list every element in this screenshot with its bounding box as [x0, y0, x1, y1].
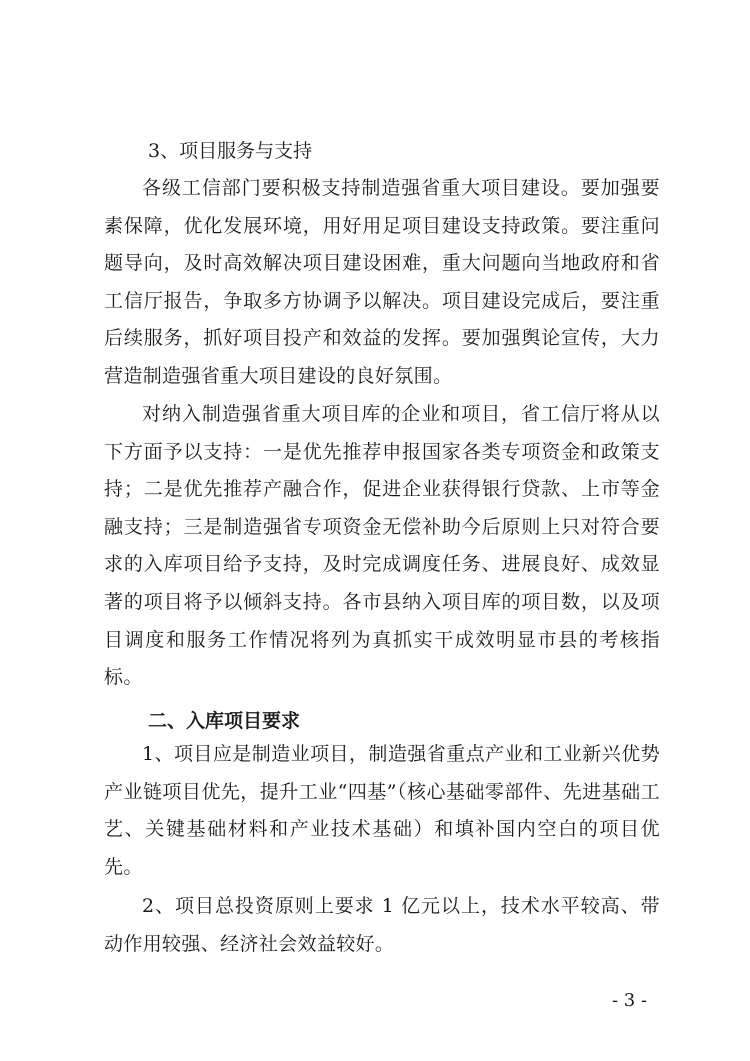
section-heading-requirements: 二、入库项目要求: [148, 710, 301, 732]
paragraph-requirement-2: 2、项目总投资原则上要求 1 亿元以上，技术水平较高、带动作用较强、经济社会效益较好。: [104, 895, 660, 955]
section-heading-project-service: 3、项目服务与支持: [148, 140, 313, 162]
page-number: - 3 -: [612, 990, 648, 1011]
paragraph-library-support: 对纳入制造强省重大项目库的企业和项目，省工信厅将从以下方面予以支持：一是优先推荐申报国家各类专项资金和政策支持；二是优先推荐产融合作，促进企业获得银行贷款、上市等金融支持；三是制造强省专项资金无偿补助今后原则上只对符合要求的入库项目给予支持，及时完成调度任务、进展良好、成效显著的项目将予以倾斜支持。各市县纳入项目库的项目数，以及项目调度和服务工作情况将列为真抓实干成效明显市县的考核指标。: [104, 403, 660, 689]
paragraph-requirement-1: 1、项目应是制造业项目，制造强省重点产业和工业新兴优势产业链项目优先，提升工业“四基”（核心基础零部件、先进基础工艺、关键基础材料和产业技术基础）和填补国内空白的项目优先。: [104, 743, 660, 878]
paragraph-department-support: 各级工信部门要积极支持制造强省重大项目建设。要加强要素保障，优化发展环境，用好用足项目建设支持政策。要注重问题导向，及时高效解决项目建设困难，重大问题向当地政府和省工信厅报告，争取多方协调予以解决。项目建设完成后，要注重后续服务，抓好项目投产和效益的发挥。要加强舆论宣传，大力营造制造强省重大项目建设的良好氛围。: [104, 177, 660, 387]
